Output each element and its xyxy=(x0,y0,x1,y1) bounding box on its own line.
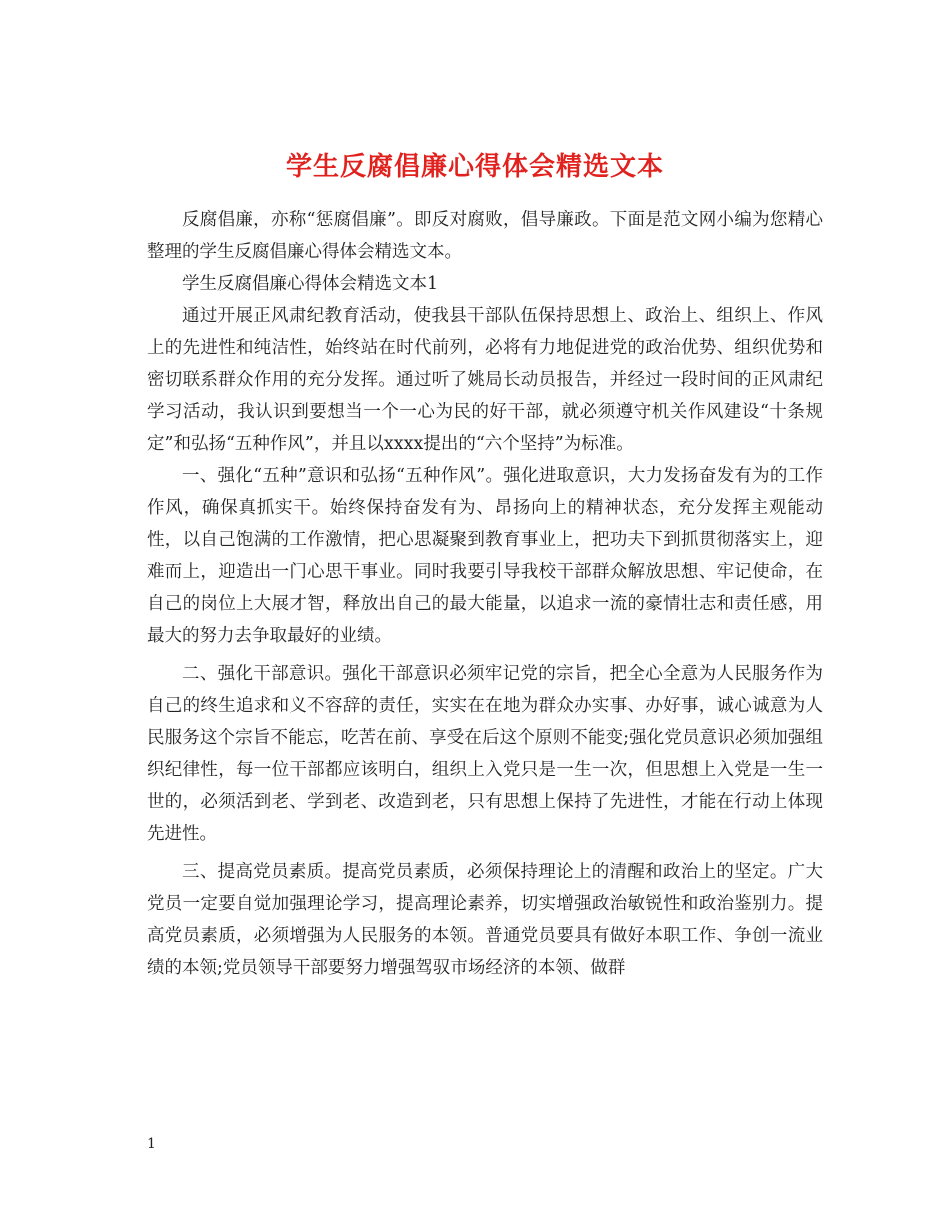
body-paragraph: 一、强化“五种”意识和弘扬“五种作风”。强化进取意识，大力发扬奋发有为的工作作风，确保真抓实干。始终保持奋发有为、昂扬向上的精神状态，充分发挥主观能动性，以自己饱满的工作激情，把心思凝聚到教育事业上，把功夫下到抓贯彻落实上，迎难而上，迎造出一门心思干事业。同时我要引导我校干部群众解放思想、牢记使命，在自己的岗位上大展才智，释放出自己的最大能量，以追求一流的豪情壮志和责任感，用最大的努力去争取最好的业绩。 xyxy=(147,466,823,646)
section-heading: 学生反腐倡廉心得体会精选文本1 xyxy=(182,274,439,294)
body-paragraph: 三、提高党员素质。提高党员素质，必须保持理论上的清醒和政治上的坚定。广大党员一定要自觉加强理论学习，提高理论素养，切实增强政治敏锐性和政治鉴别力。提高党员素质，必须增强为人民服务的本领。普通党员要具有做好本职工作、争创一流业绩的本领;党员领导干部要努力增强驾驭市场经济的本领、做群 xyxy=(147,862,823,978)
document-body xyxy=(147,204,823,984)
intro-paragraph: 反腐倡廉，亦称“惩腐倡廉”。即反对腐败，倡导廉政。下面是范文网小编为您精心整理的学生反腐倡廉心得体会精选文本。 xyxy=(147,210,823,262)
body-paragraph: 通过开展正风肃纪教育活动，使我县干部队伍保持思想上、政治上、组织上、作风上的先进性和纯洁性，始终站在时代前列，必将有力地促进党的政治优势、组织优势和密切联系群众作用的充分发挥。通过听了姚局长动员报告，并经过一段时间的正风肃纪学习活动，我认识到要想当一个一心为民的好干部，就必须遵守机关作风建设“十条规定”和弘扬“五种作风”，并且以xxxx提出的“六个坚持”为标准。 xyxy=(147,306,823,454)
document-title: 学生反腐倡廉心得体会精选文本 xyxy=(285,152,664,183)
page-number: 1 xyxy=(147,1136,156,1152)
body-paragraph: 二、强化干部意识。强化干部意识必须牢记党的宗旨，把全心全意为人民服务作为自己的终生追求和义不容辞的责任，实实在在地为群众办实事、办好事，诚心诚意为人民服务这个宗旨不能忘，吃苦在前、享受在后这个原则不能变;强化党员意识必须加强组织纪律性，每一位干部都应该明白，组织上入党只是一生一次，但思想上入党是一生一世的，必须活到老、学到老、改造到老，只有思想上保持了先进性，才能在行动上体现先进性。 xyxy=(147,664,823,844)
